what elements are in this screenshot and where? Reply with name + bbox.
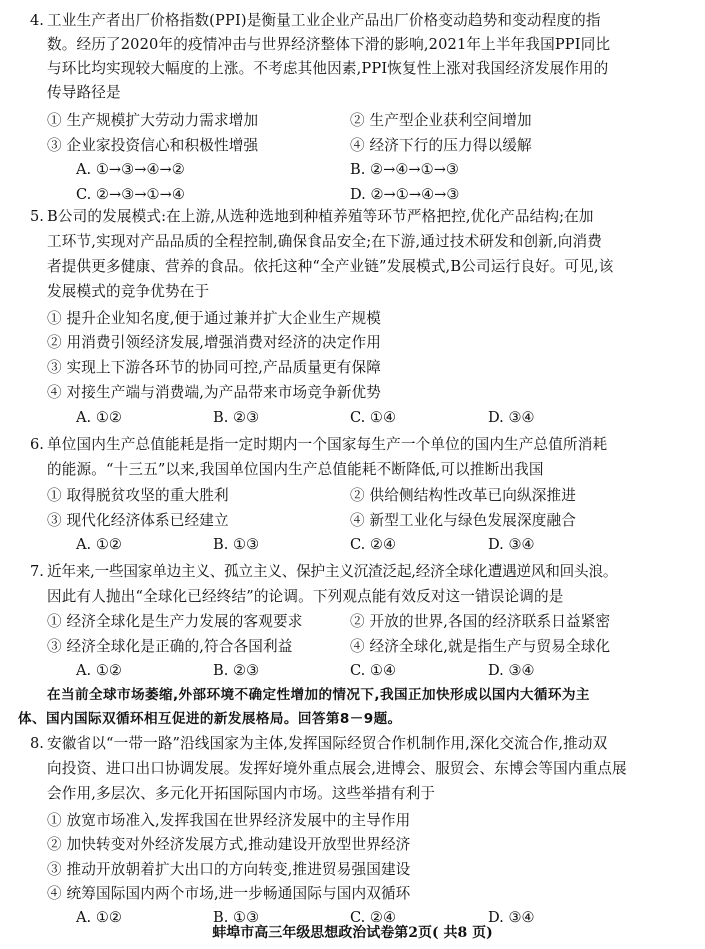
question-number: 4. <box>30 12 44 29</box>
statement-option: ④ 经济全球化,就是指生产与贸易全球化 <box>350 638 611 655</box>
statement-option: ④ 对接生产端与消费端,为产品带来市场竞争新优势 <box>47 384 381 401</box>
statement-option: ② 供给侧结构性改革已向纵深推进 <box>350 487 576 504</box>
answer-choice-a[interactable]: A. ①② <box>76 536 122 553</box>
question-number: 7. <box>30 563 44 580</box>
statement-option: ④ 统筹国际国内两个市场,进一步畅通国际与国内双循环 <box>47 885 411 902</box>
answer-choice-a[interactable]: A. ①→③→④→② <box>76 161 185 178</box>
question-stem-line: 工业生产者出厂价格指数(PPI)是衡量工业企业产品出厂价格变动趋势和变动程度的指 <box>47 12 601 29</box>
material-line: 体、国内国际双循环相互促进的新发展格局。回答第8－9题。 <box>18 711 402 727</box>
question-stem-line: B公司的发展模式:在上游,从选种选地到种植养殖等环节严格把控,优化产品结构;在加 <box>47 208 594 225</box>
statement-option: ② 加快转变对外经济发展方式,推动建设开放型世界经济 <box>47 836 411 853</box>
answer-choice-c[interactable]: C. ②→③→①→④ <box>76 186 185 203</box>
statement-option: ③ 经济全球化是正确的,符合各国利益 <box>47 638 293 655</box>
statement-option: ① 经济全球化是生产力发展的客观要求 <box>47 613 303 630</box>
answer-choice-a[interactable]: A. ①② <box>76 409 122 426</box>
question-stem-line: 因此有人抛出“全球化已经终结”的论调。下列观点能有效反对这一错误论调的是 <box>47 588 564 605</box>
question-number: 5. <box>30 208 44 225</box>
question-stem-line: 的能源。“十三五”以来,我国单位国内生产总值能耗不断降低,可以推断出我国 <box>47 461 544 478</box>
statement-option: ④ 经济下行的压力得以缓解 <box>350 137 532 154</box>
answer-choice-b[interactable]: B. ②③ <box>213 409 260 426</box>
answer-choice-d[interactable]: D. ③④ <box>488 909 535 926</box>
statement-option: ③ 推动开放朝着扩大出口的方向转变,推进贸易强国建设 <box>47 861 411 878</box>
question-number: 8. <box>30 735 44 752</box>
question-stem-line: 近年来,一些国家单边主义、孤立主义、保护主义沉渣泛起,经济全球化遭遇逆风和回头浪。 <box>47 563 618 580</box>
material-line: 在当前全球市场萎缩,外部环境不确定性增加的情况下,我国正加快形成以国内大循环为主 <box>47 687 590 703</box>
question-stem-line: 安徽省以“一带一路”沿线国家为主体,发挥国际经贸合作机制作用,深化交流合作,推动双 <box>47 735 608 752</box>
statement-option: ① 生产规模扩大劳动力需求增加 <box>47 112 259 129</box>
statement-option: ② 开放的世界,各国的经济联系日益紧密 <box>350 613 611 630</box>
answer-choice-d[interactable]: D. ③④ <box>488 409 535 426</box>
statement-option: ① 取得脱贫攻坚的重大胜利 <box>47 487 229 504</box>
answer-choice-b[interactable]: B. ①③ <box>213 909 260 926</box>
statement-option: ② 用消费引领经济发展,增强消费对经济的决定作用 <box>47 334 381 351</box>
answer-choice-c[interactable]: C. ①④ <box>350 409 397 426</box>
answer-choice-d[interactable]: D. ②→①→④→③ <box>350 186 460 203</box>
statement-option: ④ 新型工业化与绿色发展深度融合 <box>350 512 576 529</box>
question-number: 6. <box>30 436 44 453</box>
statement-option: ① 提升企业知名度,便于通过兼并扩大企业生产规模 <box>47 310 381 327</box>
statement-option: ③ 现代化经济体系已经建立 <box>47 512 229 529</box>
question-stem-line: 会作用,多层次、多元化开拓国际国内市场。这些举措有利于 <box>47 785 436 802</box>
answer-choice-a[interactable]: A. ①② <box>76 909 122 926</box>
answer-choice-a[interactable]: A. ①② <box>76 662 122 679</box>
statement-option: ③ 实现上下游各环节的协同可控,产品质量更有保障 <box>47 359 381 376</box>
question-stem-line: 向投资、进口出口协调发展。发挥好境外重点展会,进博会、服贸会、东博会等国内重点展 <box>47 760 627 777</box>
question-stem-line: 者提供更多健康、营养的食品。依托这种“全产业链”发展模式,B公司运行良好。可见,该 <box>47 258 614 275</box>
question-stem-line: 发展模式的竞争优势在于 <box>47 283 210 300</box>
statement-option: ③ 企业家投资信心和积极性增强 <box>47 137 259 154</box>
answer-choice-c[interactable]: C. ②④ <box>350 909 397 926</box>
answer-choice-b[interactable]: B. ②→④→①→③ <box>350 161 460 178</box>
question-stem-line: 数。经历了2020年的疫情冲击与世界经济整体下滑的影响,2021年上半年我国PPI同比 <box>47 36 611 53</box>
answer-choice-d[interactable]: D. ③④ <box>488 662 535 679</box>
statement-option: ① 放宽市场准入,发挥我国在世界经济发展中的主导作用 <box>47 812 411 829</box>
answer-choice-b[interactable]: B. ②③ <box>213 662 260 679</box>
question-stem-line: 工环节,实现对产品品质的全程控制,确保食品安全;在下游,通过技术研发和创新,向消费 <box>47 233 603 250</box>
statement-option: ② 生产型企业获利空间增加 <box>350 112 532 129</box>
page-footer: 蚌埠市高三年级思想政治试卷第2页( 共8 页) <box>212 925 493 941</box>
question-stem-line: 传导路径是 <box>47 84 121 101</box>
question-stem-line: 与环比均实现较大幅度的上涨。不考虑其他因素,PPI恢复性上涨对我国经济发展作用的 <box>47 60 609 77</box>
answer-choice-c[interactable]: C. ①④ <box>350 662 397 679</box>
answer-choice-b[interactable]: B. ①③ <box>213 536 260 553</box>
answer-choice-d[interactable]: D. ③④ <box>488 536 535 553</box>
question-stem-line: 单位国内生产总值能耗是指一定时期内一个国家每生产一个单位的国内生产总值所消耗 <box>47 436 608 453</box>
answer-choice-c[interactable]: C. ②④ <box>350 536 397 553</box>
